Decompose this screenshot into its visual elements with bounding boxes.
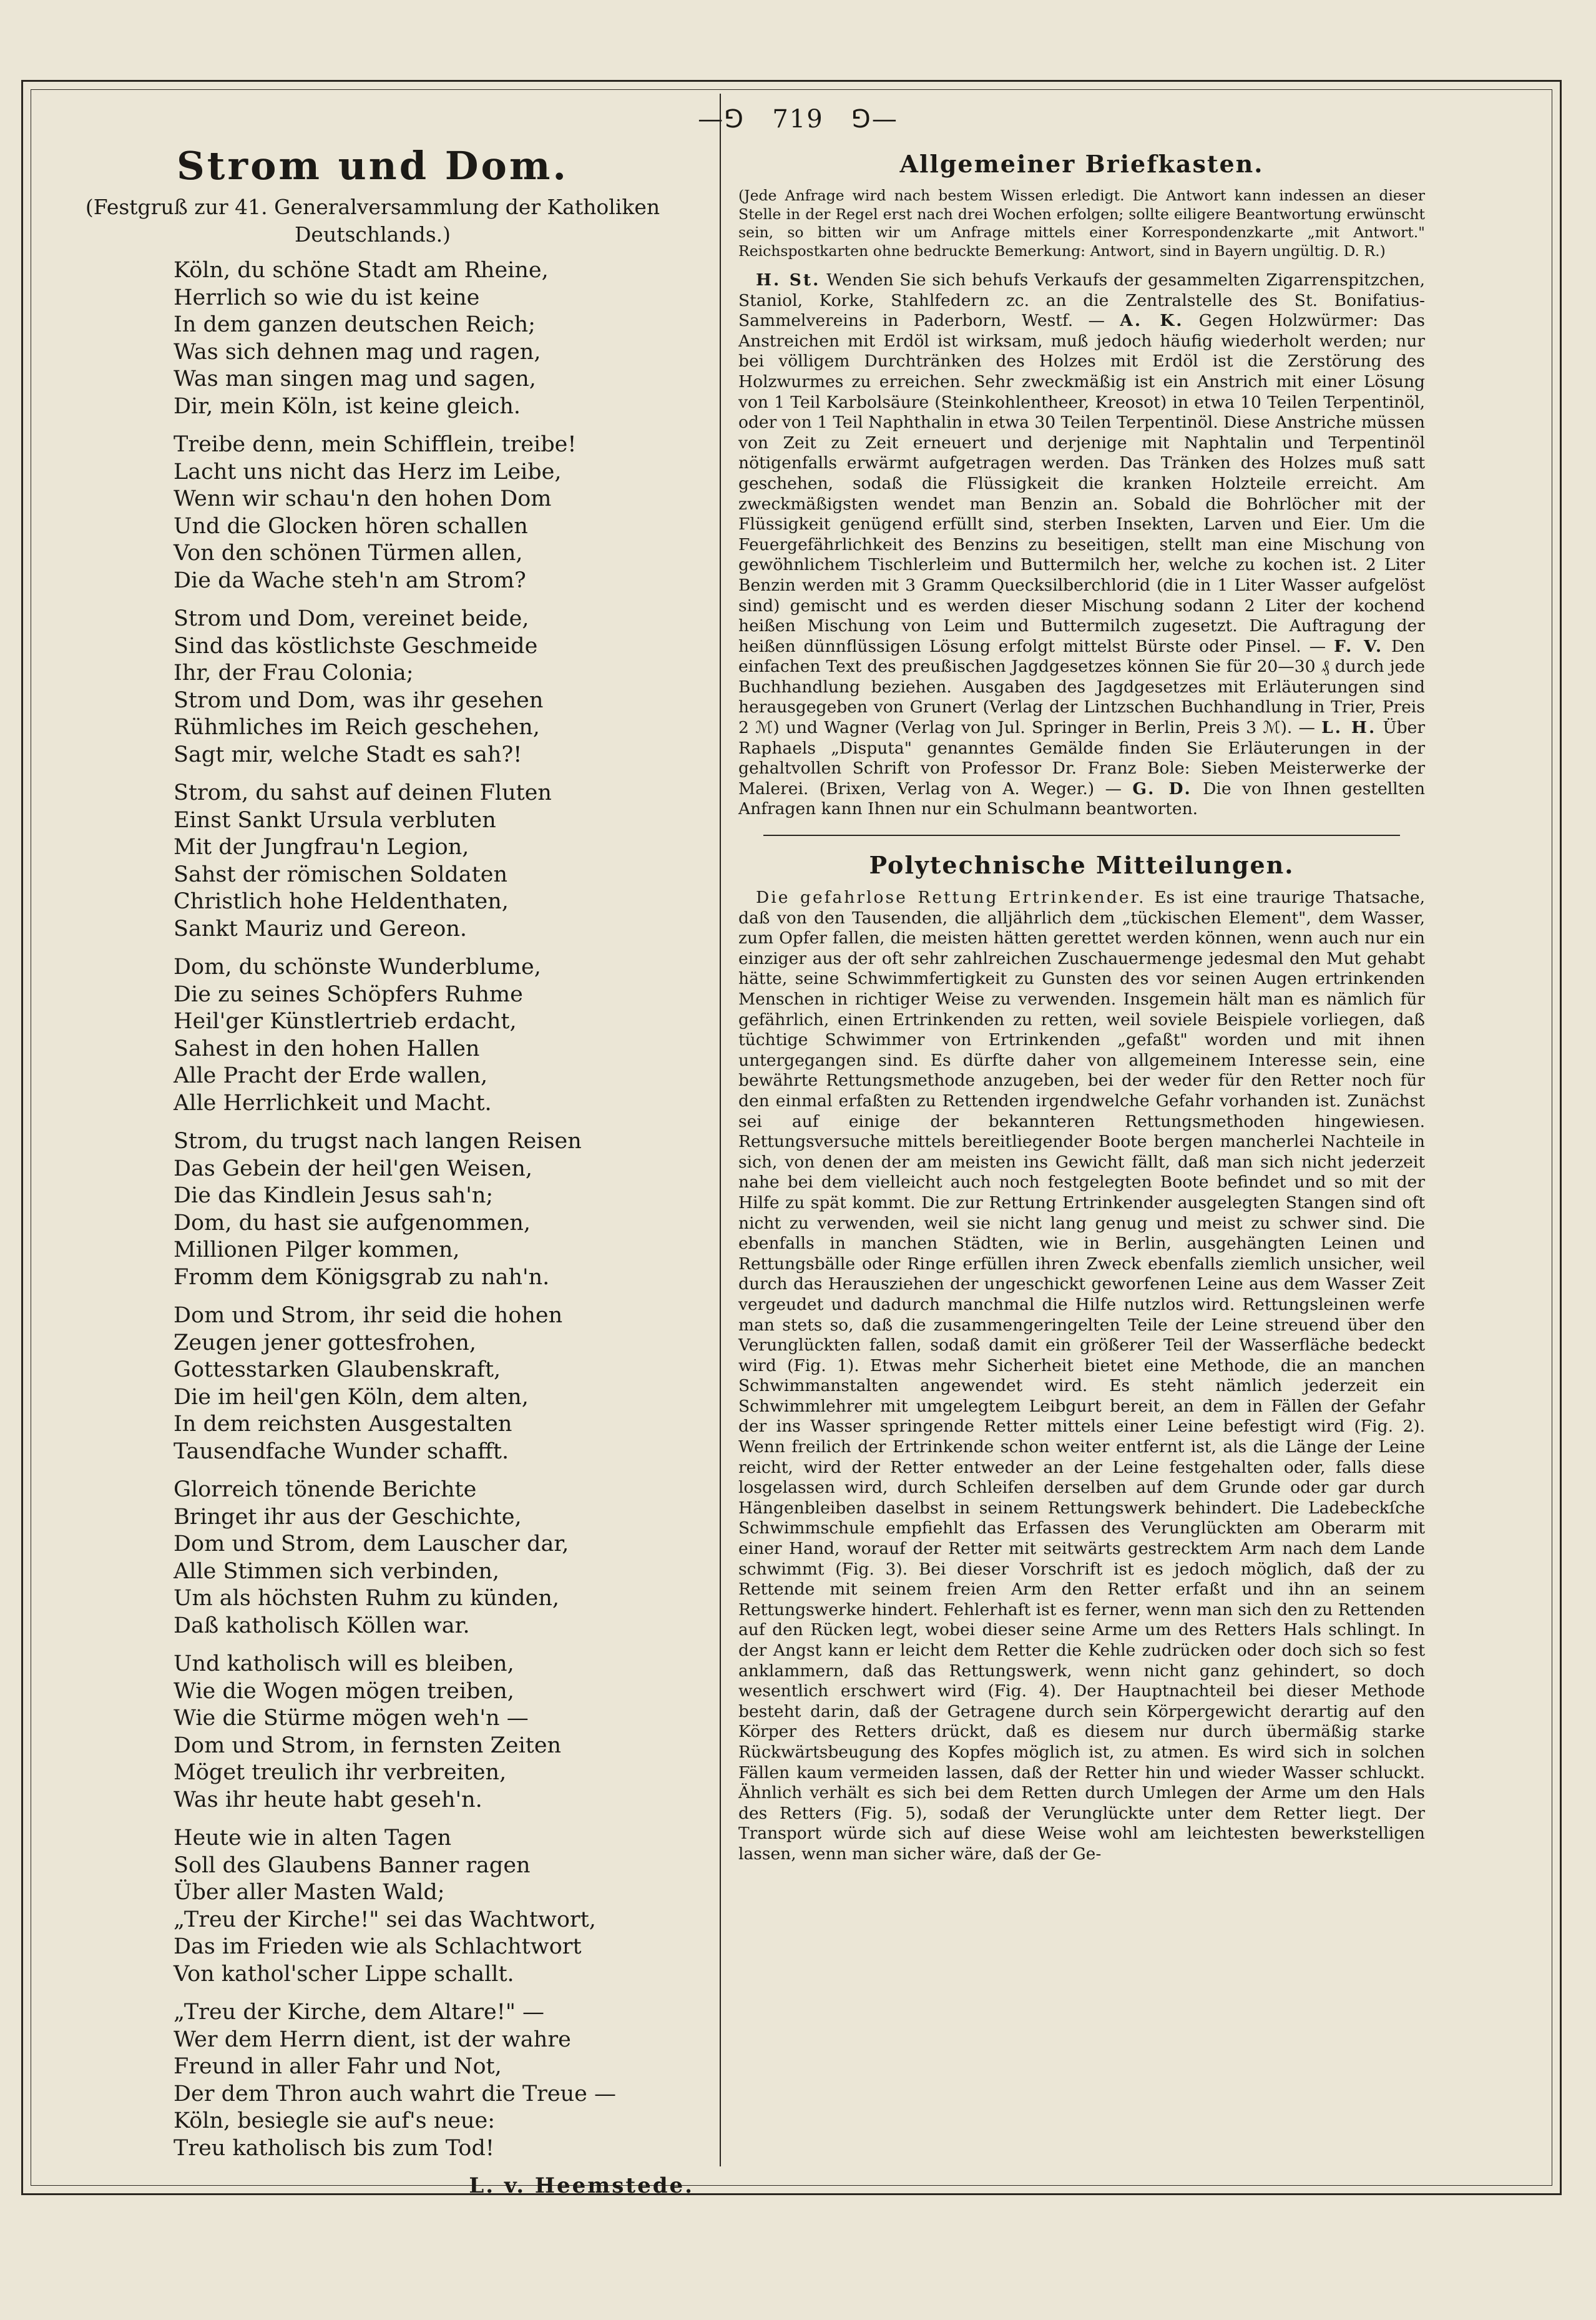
poem-stanzas <box>39 257 707 2162</box>
polytechnik-text: Es ist eine traurige Thatsache, daß von den Tausenden, die alljährlich dem „tückischen Element", dem Wasser, zum Opfer fallen, die meisten hätten gerettet werden können, wenn auch nur ein einziger aus der oft sehr zahlreichen Zuschauermenge jedesmal den Mut gehabt hätte, seine Schwimmfertigkeit zu Gunsten des vor seinen Augen ertrinkenden Menschen in richtiger Weise zu verwenden. Insgemein hält man es nämlich für gefährlich, einen Ertrinkenden zu retten, weil soviele Beispiele vorliegen, daß tüchtige Schwimmer von Ertrinkenden „gefaßt" worden und mit ihnen untergegangen sind. Es dürfte daher von allgemeinem Interesse sein, eine bewährte Rettungsmethode anzugeben, bei der weder für den Retter noch für den einmal erfaßten zu Rettenden irgendwelche Gefahr vorhanden ist. Zunächst sei auf einige der bekannteren Rettungsmethoden hingewiesen. Rettungsversuche mittels bereitliegender Boote bergen mancherlei Nachteile in sich, von denen der am meisten ins Gewicht fällt, daß man sich nicht jederzeit nahe bei dem vielleicht auch noch festgelegten Boote befindet und so mit der Hilfe zu spät kommt. Die zur Rettung Ertrinkender ausgelegten Stangen sind oft nicht zu verwenden, weil sie nicht lang genug und meist zu schwer sind. Die ebenfalls in manchen Städten, wie in Berlin, ausgehängten Leinen und Rettungsbälle oder Ringe erfüllen ihren Zweck ebenfalls ziemlich unsicher, weil durch das Herausziehen der ungeschickt geworfenen Leine aus dem Wasser Zeit vergeudet und dadurch manchmal die Hilfe nutzlos wird. Rettungsleinen werfe man stets so, daß die zusammengeringelten Teile der Leine streuend über den Verunglückten fallen, sodaß damit ein größerer Teil der Wasserfläche bedeckt wird (Fig. 1). Etwas mehr Sicherheit bietet eine Methode, die an manchen Schwimmanstalten angewendet wird. Es steht nämlich jederzeit ein Schwimmlehrer mit umgelegtem Leibgurt bereit, an dem in Fällen der Gefahr der ins Wasser springende Retter mittels einer Leine befestigt wird (Fig. 2). Wenn freilich der Ertrinkende schon weiter entfernt ist, als die Länge der Leine reicht, wird der Retter entweder an der Leine festgehalten oder, falls diese losgelassen wird, durch Schleifen derselben auf dem Grunde oder gar durch Hängenbleiben daselbst in seinem Rettungswerk behindert. Die Ladebeckſche Schwimmschule empfiehlt das Erfassen des Verunglückten am Oberarm mit einer Hand, worauf der Retter mit seitwärts gestrecktem Arm nach dem Lande schwimmt (Fig. 3). Bei dieser Vorschrift ist es jedoch möglich, daß der zu Rettende mit seinem freien Arm den Retter erfaßt und ihn an seinem Rettungswerke hindert. Fehlerhaft ist es ferner, wenn man sich den zu Rettenden auf den Rücken legt, wobei dieser seine Arme um des Retters Hals schlingt. In der Angst kann er leicht dem Retter die Kehle zudrücken oder doch sich so fest anklammern, daß das Rettungswerk, wenn nicht ganz gehindert, so doch wesentlich erschwert wird (Fig. 4). Der Hauptnachteil bei dieser Methode besteht darin, daß der Getragene durch sein Körpergewicht derartig auf den Körper des Retters drückt, daß es diesem nur durch übermäßig starke Rückwärtsbeugung des Kopfes möglich ist, zu atmen. Es wird sich in solchen Fällen kaum vermeiden lassen, daß der Retter hin und wieder Wasser schluckt. Ähnlich verhält es sich bei dem Retten durch Umlegen der Arme um den Hals des Retters (Fig. 5), sodaß der Verunglückte unter dem Retter liegt. Der Transport würde sich auf diese Weise wohl am leichtesten bewerkstelligen lassen, wenn man sicher wäre, daß der Ge- <box>738 888 1425 1864</box>
poem-stanza <box>39 1999 707 2162</box>
poem-line: Und die Glocken hören schallen <box>174 513 528 539</box>
poem-line: Millionen Pilger kommen, <box>174 1237 460 1262</box>
poem-line: Alle Herrlichkeit und Macht. <box>174 1090 492 1116</box>
poem-line: Wie die Stürme mögen weh'n — <box>174 1706 529 1731</box>
poem-line: Bringet ihr aus der Geschichte, <box>174 1504 522 1530</box>
poem-line: Sind das köstlichste Geschmeide <box>174 633 538 659</box>
poem-line: Was sich dehnen mag und ragen, <box>174 339 541 365</box>
poem-line: Alle Pracht der Erde wallen, <box>174 1063 488 1088</box>
ornament-right: ⅁— <box>851 105 898 134</box>
poem-stanza <box>39 606 707 769</box>
poem-subtitle: (Festgruß zur 41. Generalversammlung der Katholiken Deutschlands.) <box>85 195 660 247</box>
poem-line: Dom, du hast sie aufgenommen, <box>174 1210 531 1236</box>
poem-line: Heil'ger Künstlertrieb erdacht, <box>174 1009 517 1034</box>
poem-line: Die zu seines Schöpfers Ruhme <box>174 981 523 1007</box>
poem-line: Der dem Thron auch wahrt die Treue — <box>174 2081 616 2106</box>
poem-line: Die da Wache steh'n am Strom? <box>174 568 526 593</box>
poem-line: Was man singen mag und sagen, <box>174 366 536 391</box>
poem-line: „Treu der Kirche, dem Altare!" — <box>174 2000 545 2025</box>
entry-text: Den einfachen Text des preußischen Jagdgesetzes können Sie für 20—30 ₰ durch jede Buchhandlung beziehen. Ausgaben des Jagdgesetzes mit Erläuterungen sind herausgegeben von Grunert (Verlag der Lintzschen Buchhandlung in Trier, Preis 2 ℳ) und Wagner (Verlag von Jul. Springer in Berlin, Preis 3 ℳ). — <box>738 636 1425 738</box>
poem-line: Dir, mein Köln, ist keine gleich. <box>174 393 521 419</box>
poem-author: L. v. Heemstede. <box>469 2173 694 2198</box>
poem-line: Das Gebein der heil'gen Weisen, <box>174 1156 533 1181</box>
poem-line: Gottesstarken Glaubenskraft, <box>174 1357 501 1382</box>
section-divider <box>763 835 1400 836</box>
poem-line: Alle Stimmen sich verbinden, <box>174 1558 500 1584</box>
page-number: 719 <box>772 105 824 134</box>
poem-line: Daß katholisch Köllen war. <box>174 1613 470 1638</box>
poem-stanza <box>39 1825 707 1988</box>
poem-line: Treibe denn, mein Schifflein, treibe! <box>174 432 577 457</box>
poem-stanza <box>39 1302 707 1465</box>
polytechnik-title: Polytechnische Mitteilungen. <box>869 851 1295 880</box>
poem-line: Von den schönen Türmen allen, <box>174 541 523 566</box>
poem-line: Strom und Dom, vereinet beide, <box>174 606 529 631</box>
briefkasten-title: Allgemeiner Briefkasten. <box>899 150 1264 178</box>
poem-line: Sagt mir, welche Stadt es sah?! <box>174 742 522 767</box>
poem-line: Sankt Mauriz und Gereon. <box>174 916 467 941</box>
column-divider <box>720 94 721 2166</box>
briefkasten-entries <box>738 270 1425 820</box>
entry-text: Wenden Sie sich behufs Verkaufs der gesammelten Zigarrenspitzchen, Staniol, Korke, Stahlfedern zc. an die Zentralstelle des St. Bonifatius-Sammelvereins in Paderborn, Westf. — <box>738 270 1425 331</box>
poem-line: Strom, du sahst auf deinen Fluten <box>174 780 552 805</box>
poem-line: Sahest in den hohen Hallen <box>174 1036 480 1061</box>
entry-text: Die von Ihnen gestellten Anfragen kann Ihnen nur ein Schulmann beantworten. <box>738 779 1426 819</box>
entry-label: F. V. <box>1333 636 1384 656</box>
poem-line: Christlich hohe Heldenthaten, <box>174 889 509 914</box>
entry-text: Gegen Holzwürmer: Das Anstreichen mit Erdöl ist wirksam, muß jedoch häufig wiederholt werden; nur bei völligem Durchtränken des Holzes mit Erdöl ist die Zerstörung des Holzwurmes zu erreichen. Sehr zweckmäßig ist ein Anstrich mit einer Lösung von 1 Teil Karbolsäure (Steinkohlentheer, Kreosot) in etwa 10 Teilen Terpentinöl, oder von 1 Teil Naphthalin in etwa 30 Teilen Terpentinöl. Diese Anstriche müssen von Zeit zu Zeit erneuert und derjenige mit Naphtalin und Terpentinöl nötigenfalls erwärmt aufgetragen werden. Das Tränken des Holzes muß satt geschehen, sodaß die Flüssigkeit die kranken Holzteile erreicht. Am zweckmäßigsten wendet man Benzin an. Sobald die Bohrlöcher mit der Flüssigkeit genügend erfüllt sind, sterben Insekten, Larven und Eier. Um die Feuergefährlichkeit des Benzins zu beseitigen, stellt man eine Mischung von gewöhnlichem Tischlerleim und Buttermilch her, welche zu kochen ist. 2 Liter Benzin werden mit 3 Gramm Quecksilberchlorid (die in 1 Liter Wasser aufgelöst sind) gemischt und es werden dieser Mischung sodann 2 Liter der kochend heißen Mischung von Leim und Buttermilch zugesetzt. Die Auftragung der heißen dünnflüssigen Lösung erfolgt mittelst Bürste oder Pinsel. — <box>738 311 1425 656</box>
poem-line: Die das Kindlein Jesus sah'n; <box>174 1183 494 1208</box>
poem-line: Das im Frieden wie als Schlachtwort <box>174 1934 582 1959</box>
polytechnik-lead: Die gefahrlose Rettung Ertrinkender. <box>756 888 1146 908</box>
poem-line: „Treu der Kirche!" sei das Wachtwort, <box>174 1907 596 1932</box>
poem-line: Freund in aller Fahr und Not, <box>174 2054 502 2079</box>
poem-line: Zeugen jener gottesfrohen, <box>174 1330 476 1355</box>
poem-line: Wenn wir schau'n den hohen Dom <box>174 486 552 511</box>
poem-line: Treu katholisch bis zum Tod! <box>174 2135 494 2161</box>
poem-line: Herrlich so wie du ist keine <box>174 285 480 310</box>
poem-line: Sahst der römischen Soldaten <box>174 862 508 887</box>
poem-line: Strom und Dom, was ihr gesehen <box>174 687 544 713</box>
briefkasten-note: (Jede Anfrage wird nach bestem Wissen erledigt. Die Antwort kann indessen an dieser Stelle in der Regel erst nach drei Wochen erfolgen; sollte eiligere Beantwortung erwünscht sein, so bitten wir um Anfrage mittels einer Korrespondenzkarte „mit Antwort." Reichspostkarten ohne bedruckte Bemerkung: Antwort, sind in Bayern ungültig. D. R.) <box>738 187 1425 260</box>
entry-label: A. K. <box>1120 311 1184 331</box>
poem-line: Dom und Strom, dem Lauscher dar, <box>174 1531 569 1556</box>
poem-line: Glorreich tönende Berichte <box>174 1477 477 1502</box>
poem-line: Dom, du schönste Wunderblume, <box>174 955 541 980</box>
poem-line: In dem reichsten Ausgestalten <box>174 1412 512 1437</box>
entry-label: L. H. <box>1321 718 1377 738</box>
poem-line: Dom und Strom, in fernsten Zeiten <box>174 1733 562 1758</box>
poem-line: Köln, du schöne Stadt am Rheine, <box>174 258 549 283</box>
poem-stanza <box>39 780 707 943</box>
poem-line: Köln, besiegle sie auf's neue: <box>174 2108 496 2133</box>
poem-line: Von kathol'scher Lippe schallt. <box>174 1961 514 1987</box>
polytechnik-article <box>738 888 1425 1865</box>
poem-stanza <box>39 1477 707 1639</box>
poem-stanza <box>39 1128 707 1291</box>
poem-line: Möget treulich ihr verbreiten, <box>174 1760 507 1785</box>
poem-line: Ihr, der Frau Colonia; <box>174 661 414 686</box>
poem-column <box>39 144 707 2198</box>
poem-line: Was ihr heute habt geseh'n. <box>174 1787 482 1812</box>
poem-line: Rühmliches im Reich geschehen, <box>174 715 540 740</box>
poem-line: Lacht uns nicht das Herz im Leibe, <box>174 459 562 484</box>
poem-line: Strom, du trugst nach langen Reisen <box>174 1129 582 1154</box>
poem-line: Soll des Glaubens Banner ragen <box>174 1852 531 1878</box>
poem-line: Über aller Masten Wald; <box>174 1880 445 1905</box>
poem-line: In dem ganzen deutschen Reich; <box>174 312 536 337</box>
entry-label: H. St. <box>756 270 821 290</box>
poem-stanza <box>39 431 707 594</box>
poem-line: Mit der Jungfrau'n Legion, <box>174 835 469 860</box>
page-number-line <box>0 105 1596 134</box>
poem-line: Dom und Strom, ihr seid die hohen <box>174 1303 563 1328</box>
poem-line: Tausendfache Wunder schafft. <box>174 1438 509 1464</box>
poem-title: Strom und Dom. <box>176 143 569 189</box>
poem-line: Wie die Wogen mögen treiben, <box>174 1678 514 1704</box>
ornament-left: —⅁ <box>698 105 745 134</box>
poem-stanza <box>39 257 707 420</box>
poem-line: Und katholisch will es bleiben, <box>174 1651 514 1676</box>
entry-text: Über Raphaels „Disputa" genanntes Gemälde finden Sie Erläuterungen in der gehaltvollen Schrift von Professor Dr. Franz Bole: Sieben Meisterwerke der Malerei. (Brixen, Verlag von A. Weger.) — <box>738 718 1425 799</box>
right-column <box>738 150 1425 1865</box>
entry-label: G. D. <box>1132 779 1192 799</box>
poem-stanza <box>39 954 707 1117</box>
poem-stanza <box>39 1651 707 1814</box>
poem-line: Die im heil'gen Köln, dem alten, <box>174 1384 529 1410</box>
poem-line: Um als höchsten Ruhm zu künden, <box>174 1586 560 1611</box>
poem-line: Fromm dem Königsgrab zu nah'n. <box>174 1264 550 1290</box>
poem-line: Heute wie in alten Tagen <box>174 1826 452 1851</box>
poem-line: Wer dem Herrn dient, ist der wahre <box>174 2027 571 2052</box>
poem-line: Einst Sankt Ursula verbluten <box>174 807 496 833</box>
